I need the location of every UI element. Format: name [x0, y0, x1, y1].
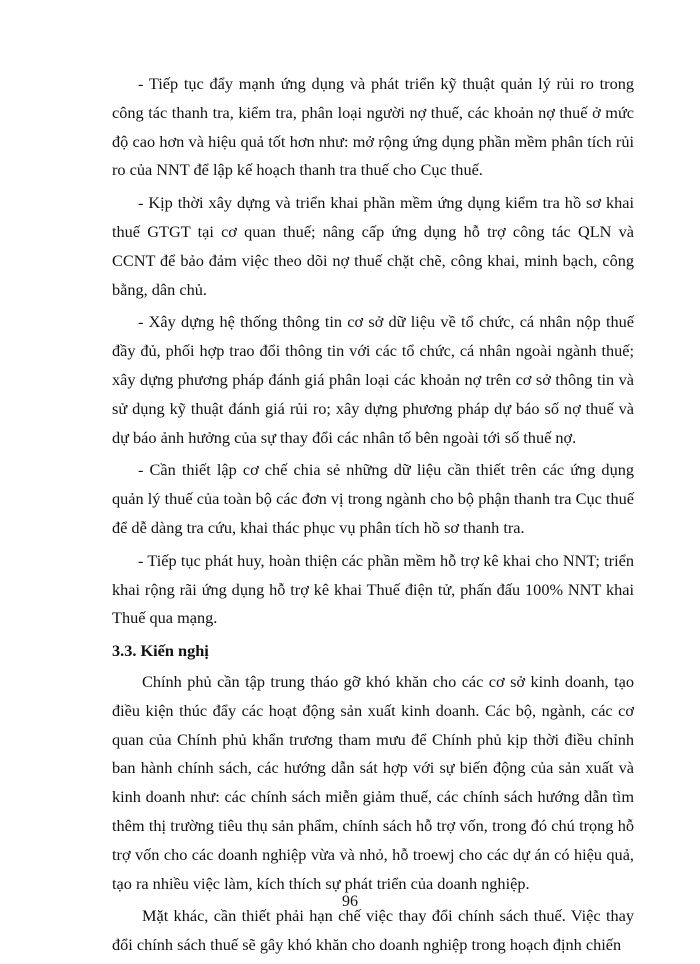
paragraph-government: Chính phủ cần tập trung tháo gỡ khó khăn cho các cơ sở kinh doanh, tạo điều kiện thúc đẩy các hoạt động sản xuất kinh doanh. Các bộ, ngành, các cơ quan của Chính phủ khẩn trương tham mưu để Chính phủ kịp thời điều chỉnh ban hành chính sách, các hướng dẫn sát hợp với sự biến động của sản xuất và kinh doanh như: các chính sách miễn giảm thuế, các chính sách hướng dẫn tìm thêm thị trường tiêu thụ sản phẩm, chính sách hỗ trợ vốn, trong đó chú trọng hỗ trợ vốn cho các doanh nghiệp vừa và nhỏ, hỗ troewj cho các dự án có hiệu quả, tạo ra nhiều việc làm, kích thích sự phát triển của doanh nghiệp. — [112, 671, 634, 893]
bullet-vat-software: - Kịp thời xây dựng và triển khai phần mềm ứng dụng kiểm tra hồ sơ khai thuế GTGT tại cơ quan thuế; nâng cấp ứng dụng hỗ trợ công tác QLN và CCNT để bảo đảm việc theo dõi nợ thuế chặt chẽ, công khai, minh bạch, công bằng, dân chủ. — [112, 193, 634, 299]
bullet-database-system: - Xây dựng hệ thống thông tin cơ sở dữ liệu về tổ chức, cá nhân nộp thuế đầy đủ, phối hợp trao đổi thông tin với các tổ chức, cá nhân ngoài ngành thuế; xây dựng phương pháp đánh giá phân loại các khoản nợ trên cơ sở thông tin và sử dụng kỹ thuật đánh giá rủi ro; xây dựng phương pháp dự báo số nợ thuế và dự báo ảnh hưởng của sự thay đổi các nhân tố bên ngoài tới số thuế nợ. — [112, 312, 634, 447]
page-number: 96 — [342, 893, 358, 910]
bullet-e-filing: - Tiếp tục phát huy, hoàn thiện các phần mềm hỗ trợ kê khai cho NNT; triển khai rộng rãi ứng dụng hỗ trợ kê khai Thuế điện tử, phấn đấu 100% NNT khai Thuế qua mạng. — [112, 550, 634, 628]
bullet-data-sharing: - Cần thiết lập cơ chế chia sẻ những dữ liệu cần thiết trên các ứng dụng quản lý thuế của toàn bộ các đơn vị trong ngành cho bộ phận thanh tra Cục thuế để dễ dàng tra cứu, khai thác phục vụ phân tích hồ sơ thanh tra. — [112, 460, 634, 537]
bullet-risk-management: - Tiếp tục đẩy mạnh ứng dụng và phát triển kỹ thuật quản lý rủi ro trong công tác thanh tra, kiểm tra, phân loại người nợ thuế, các khoản nợ thuế ở mức độ cao hơn và hiệu quả tốt hơn như: mở rộng ứng dụng phần mềm phân tích rủi ro của NNT để lập kế hoạch thanh tra thuế cho Cục thuế. — [112, 74, 634, 180]
paragraph-tax-policy: Mặt khác, cần thiết phải hạn chế việc thay đổi chính sách thuế. Việc thay đổi chính sách thuế sẽ gây khó khăn cho doanh nghiệp trong hoạch định chiến — [112, 906, 634, 955]
document-page — [112, 70, 634, 964]
section-heading: 3.3. Kiến nghị — [112, 641, 209, 661]
